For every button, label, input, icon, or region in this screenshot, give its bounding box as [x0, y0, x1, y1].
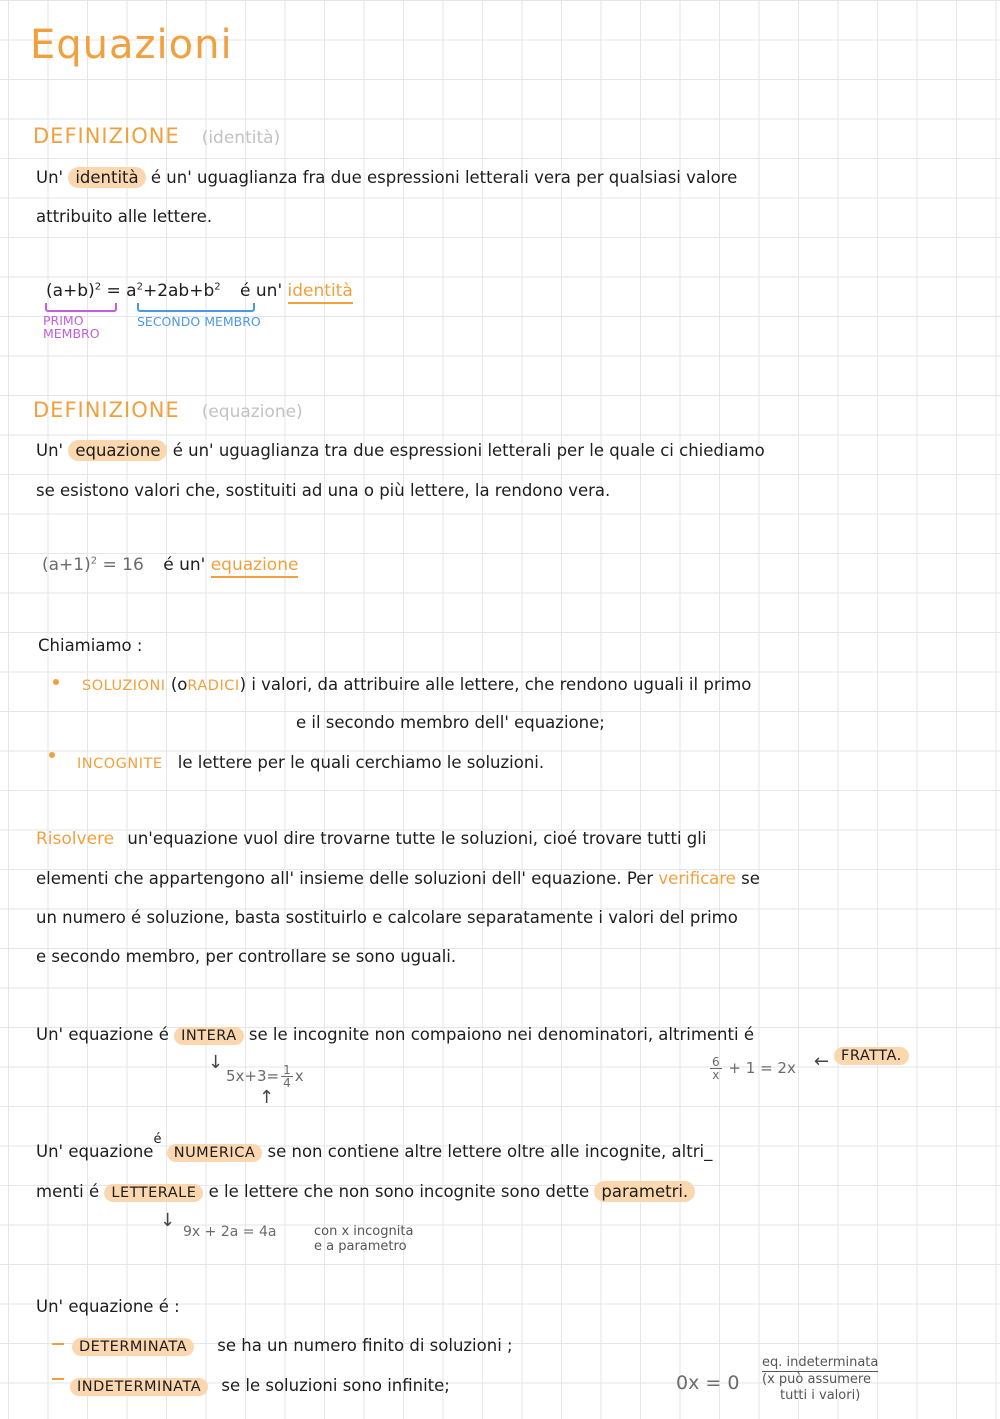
formula-suffix: é un' — [163, 555, 206, 575]
definition-heading-equazione — [33, 398, 303, 422]
secondo-membro-bracket — [137, 303, 255, 312]
note-line: con x incognita — [314, 1224, 414, 1239]
formula-rhs: = 16 — [102, 555, 144, 575]
identita-definition-line1 — [36, 168, 737, 187]
indeterminata-item — [70, 1376, 450, 1395]
fraction-numerator: 6 — [712, 1055, 720, 1069]
heading-text: DEFINIZIONE — [33, 124, 180, 148]
heading-subtitle: (equazione) — [201, 402, 303, 422]
text-fragment: Un' equazione — [36, 1142, 154, 1161]
text-fragment: e le lettere che non sono incognite sono dette — [208, 1182, 590, 1201]
determinata-item — [72, 1336, 513, 1355]
equazione-link-word: equazione — [211, 555, 299, 578]
note-line: eq. indeterminata — [762, 1355, 879, 1370]
arrow-up-icon: ↑ — [259, 1087, 275, 1108]
text-fragment: i valori, da attribuire alle lettere, che rendono uguali il primo — [251, 675, 752, 694]
fraction-denominator: 4 — [283, 1076, 291, 1090]
label-line: PRIMO — [43, 313, 84, 328]
tipi-intro: Un' equazione é : — [36, 1297, 180, 1316]
highlight-determinata: DETERMINATA — [72, 1338, 194, 1356]
highlight-parametri: parametri. — [594, 1181, 695, 1202]
formula-rhs-mid: +2ab+b — [142, 281, 215, 301]
example-fragment: + 1 = 2x — [728, 1059, 796, 1077]
soluzioni-definition-line2: e il secondo membro dell' equazione; — [296, 713, 605, 732]
text-fragment: é — [153, 1132, 162, 1147]
incognite-definition — [77, 753, 544, 772]
highlight-identita: identità — [68, 167, 145, 188]
formula-lhs: (a+1) — [42, 555, 91, 575]
text-fragment: é un' uguaglianza fra due espressioni letterali vera per qualsiasi valore — [150, 168, 738, 187]
indeterminata-example: 0x = 0 — [676, 1372, 740, 1394]
formula-lhs: (a+b) — [46, 281, 95, 301]
fratta-example — [708, 1056, 796, 1081]
numerica-definition-line1 — [36, 1132, 713, 1161]
note-line: (x può assumere — [762, 1372, 871, 1387]
exponent: 2 — [90, 555, 98, 567]
text-fragment: é un' uguaglianza tra due espressioni letterali per le quale ci chiediamo — [172, 441, 765, 460]
note-line: e a parametro — [314, 1239, 407, 1254]
text-fragment: se non contiene altre lettere oltre alle incognite, altri_ — [267, 1142, 713, 1161]
equazione-definition-line1 — [36, 441, 765, 460]
risolvere-line1 — [36, 829, 706, 849]
indeterminata-note — [762, 1355, 878, 1404]
text-fragment: elementi che appartengono all' insieme delle soluzioni dell' equazione. Per — [36, 869, 654, 888]
letterale-example-note — [314, 1224, 413, 1254]
arrow-down-icon: ↓ — [160, 1210, 176, 1231]
soluzioni-definition-line1 — [82, 675, 751, 694]
heading-text: DEFINIZIONE — [33, 398, 180, 422]
dash-icon — [52, 1343, 64, 1345]
paren-open: (o — [170, 675, 188, 694]
exponent: 2 — [136, 281, 143, 293]
bullet-icon — [53, 679, 59, 685]
highlight-numerica: NUMERICA — [167, 1144, 263, 1162]
formula-suffix: é un' — [240, 281, 283, 301]
identita-definition-line2: attribuito alle lettere. — [36, 207, 213, 226]
chiamiamo-intro: Chiamiamo : — [38, 636, 143, 655]
term-incognite: INCOGNITE — [77, 756, 163, 772]
primo-membro-bracket — [45, 303, 117, 312]
equazione-example-formula — [42, 555, 298, 575]
equazione-definition-line2: se esistono valori che, sostituiti ad una o più lettere, la rendono vera. — [36, 481, 611, 500]
secondo-membro-label: SECONDO MEMBRO — [137, 314, 261, 329]
highlight-indeterminata: INDETERMINATA — [70, 1378, 208, 1396]
arrow-left-icon: ← — [814, 1051, 830, 1072]
exponent: 2 — [214, 281, 221, 293]
fraction — [281, 1064, 293, 1089]
text-fragment: un'equazione vuol dire trovarne tutte le soluzioni, cioé trovare tutti gli — [127, 829, 707, 848]
term-radici: RADICI — [187, 678, 240, 694]
term-risolvere: Risolvere — [36, 829, 115, 849]
page-title: Equazioni — [30, 22, 233, 68]
formula-equals: = — [106, 281, 121, 301]
risolvere-line3: un numero é soluzione, basta sostituirlo e calcolare separatamente i valori del primo — [36, 908, 738, 927]
paren-close: ) — [239, 675, 247, 694]
text-fragment: Un' equazione é — [36, 1025, 169, 1044]
fraction — [710, 1056, 722, 1081]
exponent: 2 — [94, 281, 102, 293]
label-line: MEMBRO — [43, 326, 100, 341]
text-fragment: se le incognite non compaiono nei denominatori, altrimenti é — [248, 1025, 754, 1044]
numerica-definition-line2 — [36, 1182, 695, 1201]
arrow-down-icon: ↓ — [208, 1052, 224, 1073]
intera-example — [226, 1064, 304, 1089]
highlight-fratta-wrap — [834, 1048, 909, 1064]
fraction-numerator: 1 — [283, 1063, 291, 1077]
term-soluzioni: SOLUZIONI — [82, 678, 166, 694]
text-fragment: se le soluzioni sono infinite; — [221, 1376, 450, 1395]
note-line: tutti i valori) — [780, 1388, 861, 1403]
highlight-fratta: FRATTA. — [834, 1047, 909, 1065]
intera-definition-line — [36, 1025, 754, 1044]
text-fragment: menti é — [36, 1182, 100, 1201]
highlight-intera: INTERA — [174, 1027, 244, 1045]
formula-rhs-a: a — [126, 281, 137, 301]
identita-example-formula — [46, 281, 353, 301]
primo-membro-label — [43, 314, 100, 340]
bullet-icon — [49, 752, 55, 758]
example-fragment: 5x+3= — [226, 1067, 280, 1085]
text-fragment: Un' — [36, 168, 64, 187]
highlight-letterale: LETTERALE — [104, 1184, 203, 1202]
text-fragment: se ha un numero finito di soluzioni ; — [217, 1336, 513, 1355]
dash-icon — [52, 1378, 64, 1380]
term-verificare: verificare — [658, 869, 736, 888]
text-fragment: le lettere per le quali cerchiamo le soluzioni. — [177, 753, 545, 772]
highlight-equazione: equazione — [68, 440, 167, 461]
risolvere-line2 — [36, 869, 760, 888]
definition-heading-identita — [33, 124, 280, 148]
example-fragment: x — [294, 1067, 304, 1085]
identita-link-word: identità — [288, 281, 353, 304]
letterale-example: 9x + 2a = 4a — [183, 1224, 277, 1240]
heading-subtitle: (identità) — [201, 128, 281, 148]
fraction-denominator: x — [712, 1068, 720, 1082]
text-fragment: Un' — [36, 441, 64, 460]
text-fragment: se — [741, 869, 760, 888]
risolvere-line4: e secondo membro, per controllare se sono uguali. — [36, 947, 457, 966]
